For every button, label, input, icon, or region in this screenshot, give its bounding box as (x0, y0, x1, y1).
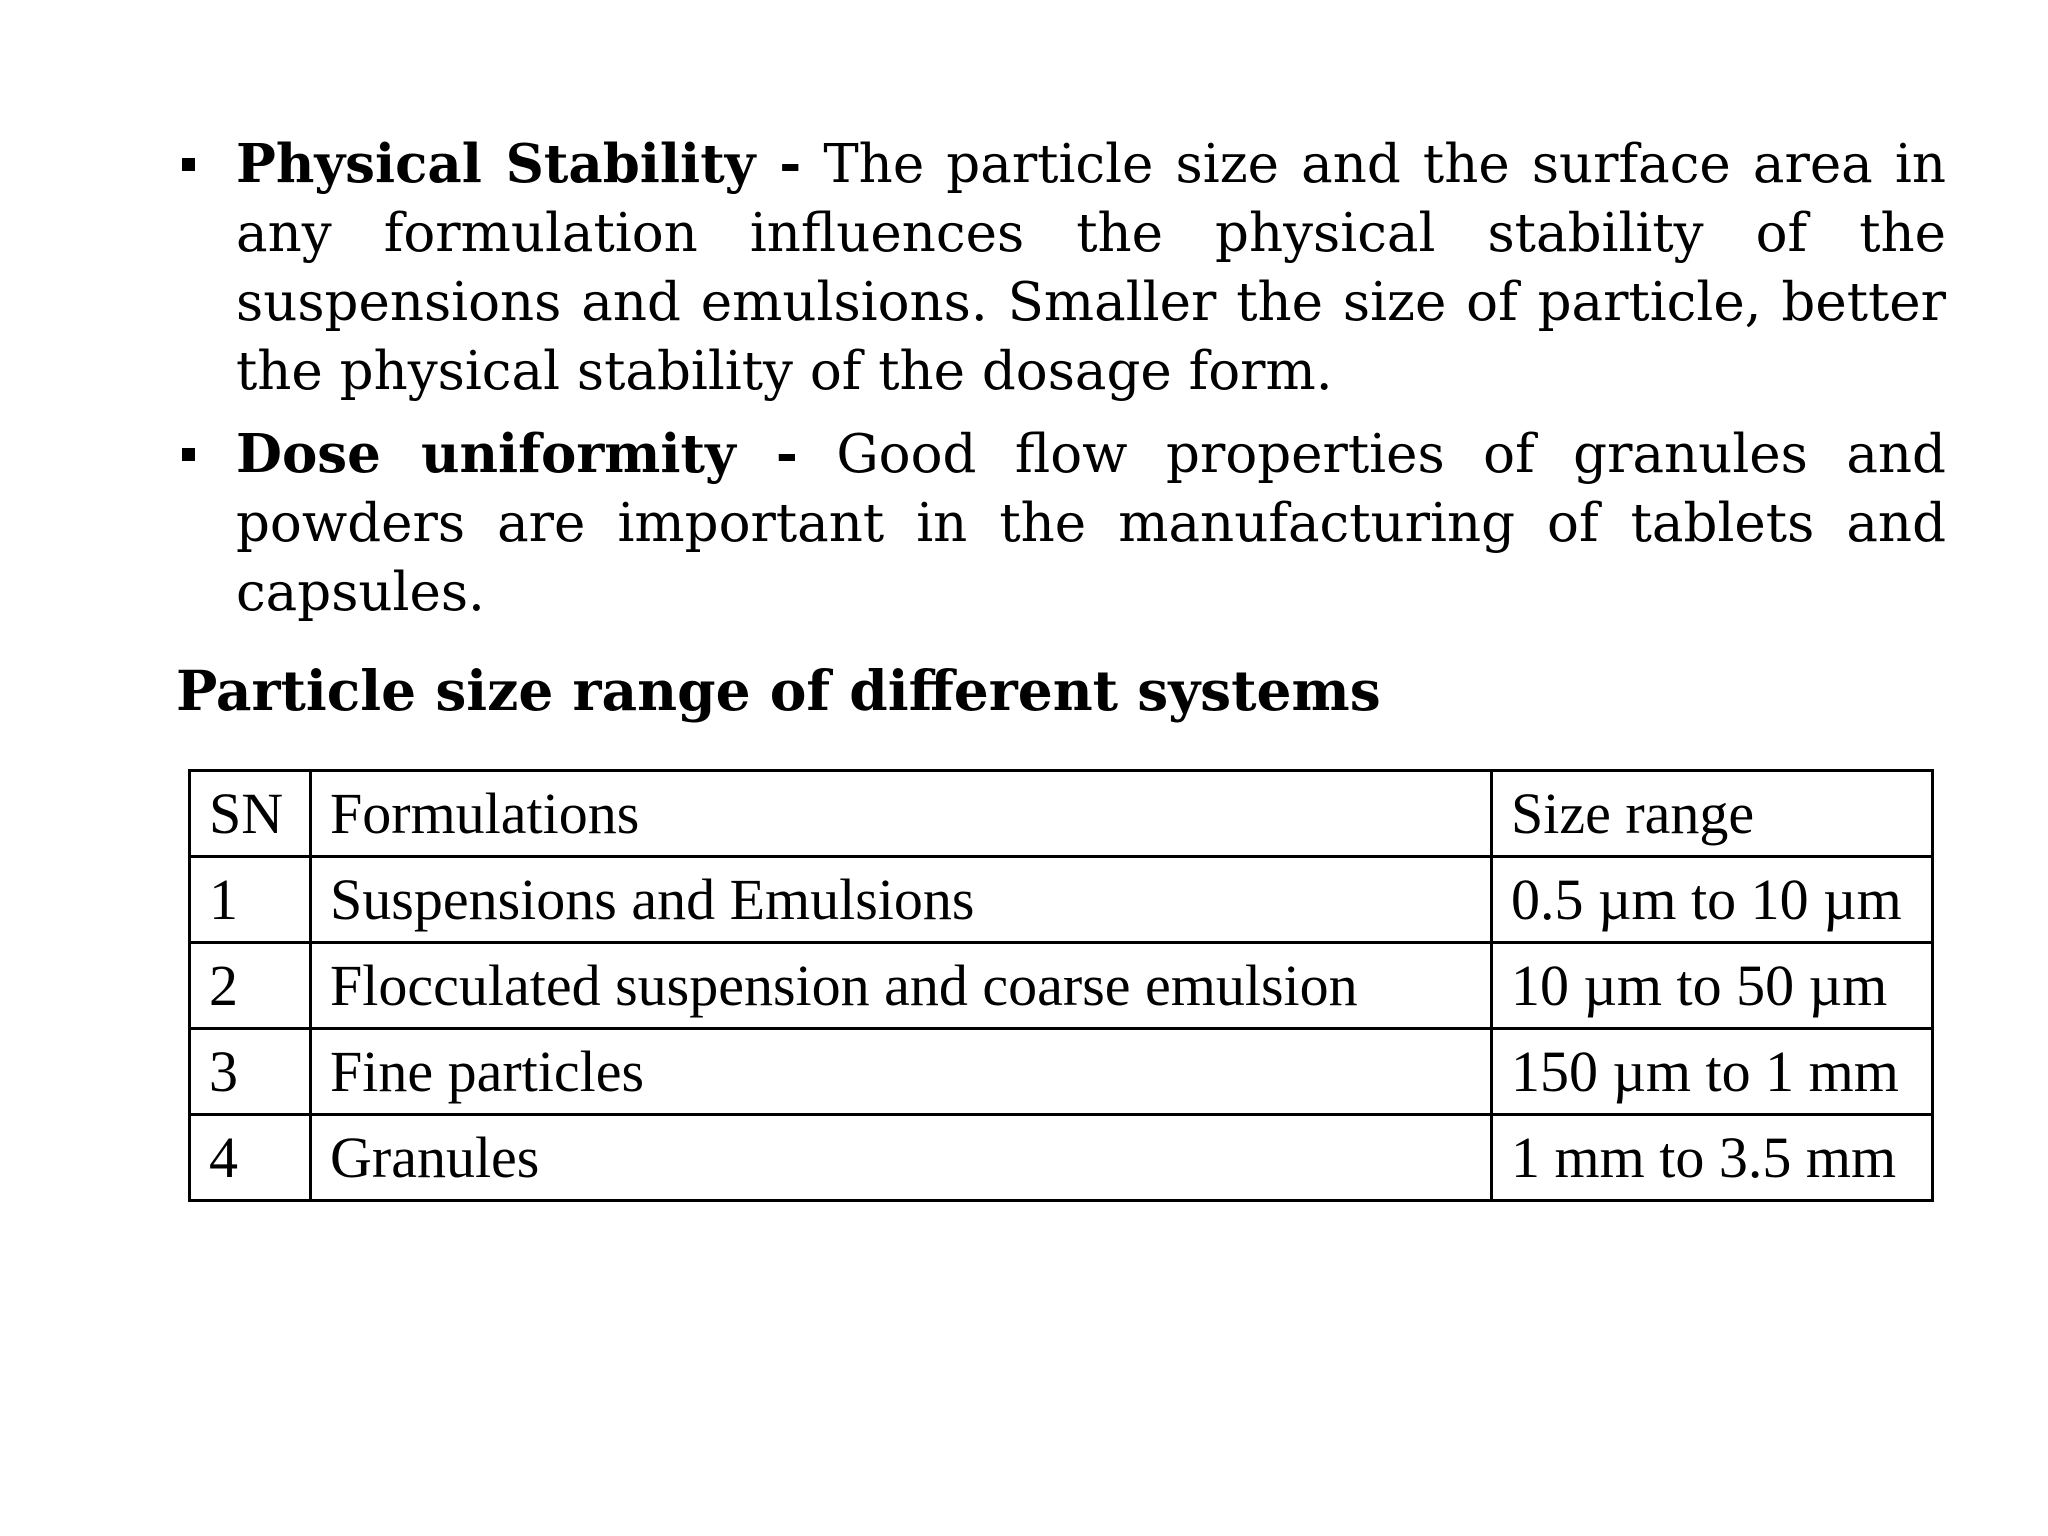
cell-sn: 1 (190, 857, 311, 943)
bullet-text: Good flow properties of granules and powders are important in the manufacturing of tablets and capsules. (236, 424, 1946, 623)
particle-size-table (188, 769, 1934, 1202)
table-header-row (190, 771, 1933, 857)
cell-formulation: Flocculated suspension and coarse emulsion (311, 943, 1492, 1029)
table-row (190, 1115, 1933, 1201)
table-row (190, 943, 1933, 1029)
bullet-text: The particle size and the surface area in any formulation influences the physical stability of the suspensions and emulsions. Smaller the size of particle, better the physical stability of the dosage form. (236, 134, 1946, 402)
header-formulations: Formulations (311, 771, 1492, 857)
cell-size-range: 150 µm to 1 mm (1492, 1029, 1933, 1115)
section-heading: Particle size range of different systems (176, 658, 1381, 723)
bullet-physical-stability (176, 130, 1946, 406)
cell-sn: 2 (190, 943, 311, 1029)
bullet-title: Dose uniformity - (236, 423, 798, 485)
cell-formulation: Suspensions and Emulsions (311, 857, 1492, 943)
square-bullet-icon (182, 448, 195, 461)
bullet-list (176, 130, 1946, 641)
particle-size-table-wrapper (188, 769, 1934, 1202)
bullet-title: Physical Stability - (236, 133, 802, 195)
cell-sn: 3 (190, 1029, 311, 1115)
header-sn: SN (190, 771, 311, 857)
square-bullet-icon (182, 158, 195, 171)
cell-formulation: Granules (311, 1115, 1492, 1201)
cell-size-range: 0.5 µm to 10 µm (1492, 857, 1933, 943)
table-row (190, 1029, 1933, 1115)
table-row (190, 857, 1933, 943)
header-size-range: Size range (1492, 771, 1933, 857)
bullet-dose-uniformity (176, 420, 1946, 627)
cell-size-range: 10 µm to 50 µm (1492, 943, 1933, 1029)
cell-sn: 4 (190, 1115, 311, 1201)
cell-size-range: 1 mm to 3.5 mm (1492, 1115, 1933, 1201)
cell-formulation: Fine particles (311, 1029, 1492, 1115)
